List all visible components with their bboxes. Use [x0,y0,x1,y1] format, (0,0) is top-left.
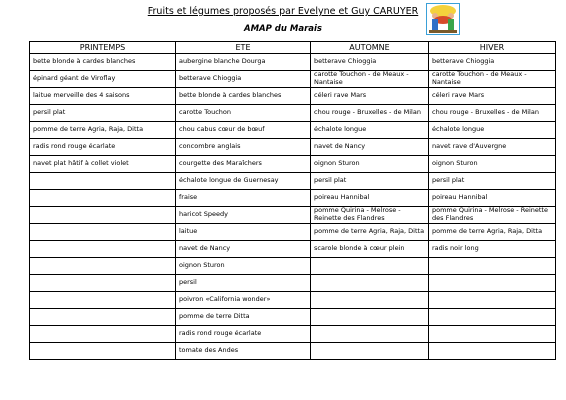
table-row [30,258,556,275]
table-cell: betterave Chioggia [429,54,556,71]
table-cell: céleri rave Mars [429,88,556,105]
table-cell [30,258,176,275]
table-cell: poivron «California wonder» [176,292,311,309]
table-cell: chou rouge - Bruxelles - de Milan [311,105,429,122]
table-cell: céleri rave Mars [311,88,429,105]
table-cell: radis noir long [429,241,556,258]
table-cell: scarole blonde à cœur plein [311,241,429,258]
table-cell [429,343,556,360]
table-cell [311,343,429,360]
table-cell: radis rond rouge écarlate [30,139,176,156]
table-cell: échalote longue [311,122,429,139]
table-row [30,139,556,156]
table-cell: poireau Hannibal [311,190,429,207]
column-header-automne: AUTOMNE [311,42,429,54]
table-cell: navet rave d'Auvergne [429,139,556,156]
table-cell: bette blonde à cardes blanches [176,88,311,105]
column-header-hiver: HIVER [429,42,556,54]
table-row [30,190,556,207]
table-cell [30,292,176,309]
produce-table [29,41,556,360]
table-row [30,326,556,343]
table-cell: aubergine blanche Dourga [176,54,311,71]
table-cell [30,326,176,343]
table-cell [30,343,176,360]
column-header-printemps: PRINTEMPS [30,42,176,54]
table-cell: navet plat hâtif à collet violet [30,156,176,173]
table-row [30,71,556,88]
table-row [30,241,556,258]
table-cell: courgette des Maraîchers [176,156,311,173]
table-cell: laitue [176,224,311,241]
table-cell: pomme Quirina - Melrose - Reinette des Flandres [311,207,429,224]
table-cell [311,258,429,275]
table-row [30,173,556,190]
table-cell: carotte Touchon [176,105,311,122]
table-cell: oignon Sturon [311,156,429,173]
table-cell [30,207,176,224]
table-row [30,105,556,122]
table-cell: navet de Nancy [311,139,429,156]
table-cell: pomme de terre Agria, Raja, Ditta [429,224,556,241]
table-cell: radis rond rouge écarlate [176,326,311,343]
table-cell [429,326,556,343]
table-cell: persil plat [311,173,429,190]
table-row [30,122,556,139]
table-row [30,224,556,241]
table-cell: carotte Touchon - de Meaux - Nantaise [429,71,556,88]
table-cell [311,309,429,326]
table-body [30,54,556,360]
table-cell: pomme de terre Agria, Raja, Ditta [311,224,429,241]
table-cell: betterave Chioggia [176,71,311,88]
table-cell [30,241,176,258]
table-cell [311,275,429,292]
table-cell: haricot Speedy [176,207,311,224]
table-cell: oignon Sturon [429,156,556,173]
table-cell: fraise [176,190,311,207]
table-cell: chou cabus cœur de bœuf [176,122,311,139]
table-row [30,54,556,71]
table-row [30,292,556,309]
column-header-ete: ETE [176,42,311,54]
table-cell: tomate des Andes [176,343,311,360]
table-cell: épinard géant de Viroflay [30,71,176,88]
table-cell: chou rouge - Bruxelles - de Milan [429,105,556,122]
table-cell: oignon Sturon [176,258,311,275]
table-cell [429,275,556,292]
table-row [30,309,556,326]
table-cell [429,258,556,275]
table-cell: laitue merveille des 4 saisons [30,88,176,105]
table-cell [30,190,176,207]
table-row [30,275,556,292]
table-cell: persil [176,275,311,292]
table-cell [311,326,429,343]
table-cell: betterave Chioggia [311,54,429,71]
table-header-row [30,42,556,54]
page-subtitle: AMAP du Marais [244,24,322,34]
table-cell: carotte Touchon - de Meaux - Nantaise [311,71,429,88]
table-row [30,156,556,173]
table-cell: échalote longue [429,122,556,139]
table-cell [30,173,176,190]
table-cell: poireau Hannibal [429,190,556,207]
table-cell: persil plat [429,173,556,190]
table-cell [429,292,556,309]
table-cell: pomme de terre Agria, Raja, Ditta [30,122,176,139]
table-cell: échalote longue de Guernesay [176,173,311,190]
table-cell: concombre anglais [176,139,311,156]
table-row [30,88,556,105]
table-row [30,343,556,360]
table-cell [429,309,556,326]
table-row [30,207,556,224]
page-title: Fruits et légumes proposés par Evelyne et Guy CARUYER [147,6,419,17]
table-cell: persil plat [30,105,176,122]
table-cell: navet de Nancy [176,241,311,258]
table-cell: bette blonde à cardes blanches [30,54,176,71]
table-cell [311,292,429,309]
table-cell: pomme Quirina - Melrose - Reinette des Flandres [429,207,556,224]
table-cell [30,275,176,292]
table-cell [30,224,176,241]
table-cell [30,309,176,326]
table-cell: pomme de terre Ditta [176,309,311,326]
